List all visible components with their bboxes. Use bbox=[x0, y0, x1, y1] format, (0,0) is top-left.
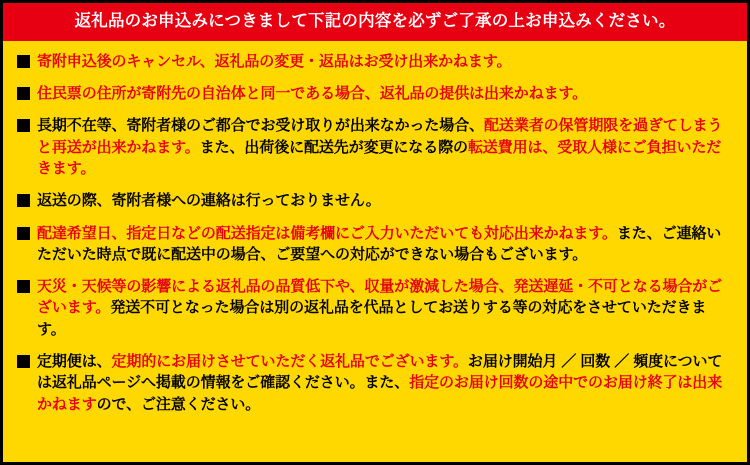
square-bullet-icon bbox=[17, 194, 30, 207]
square-bullet-icon bbox=[17, 55, 30, 68]
notice-text-plain: 返送の際、寄附者様への連絡は行っておりません。 bbox=[37, 192, 381, 210]
notice-item bbox=[17, 351, 731, 415]
notice-item bbox=[17, 276, 731, 340]
notice-text-plain: また、ご連絡いただいた時点で既に配送中の場合、ご要望への対応ができない場合もございます。 bbox=[37, 224, 722, 263]
notice-text-plain: 長期不在等、寄附者様のご都合でお受け取りが出来なかった場合、 bbox=[37, 117, 485, 135]
notice-item-text bbox=[37, 190, 731, 211]
notice-item bbox=[17, 190, 731, 211]
notice-text-emphasis: 住民票の住所が寄附先の自治体と同一である場合、返礼品の提供は出来かねます。 bbox=[37, 85, 588, 103]
notice-text-plain: ので、ご注意ください。 bbox=[96, 395, 261, 413]
notice-item-text bbox=[37, 351, 731, 415]
square-bullet-icon bbox=[17, 280, 30, 293]
notice-text-emphasis: 定期的にお届けさせていただく返礼品でございます。 bbox=[111, 353, 468, 371]
notice-text-plain: 定期便は、 bbox=[37, 353, 112, 371]
notice-text-emphasis: 配送業者の保管期限を過ぎてしまうと再送が出来かねます。 bbox=[37, 117, 723, 156]
notice-text-plain: お届け開始月 ／ 回数 ／ 頻度については返礼品ページへ掲載の情報をご確認ください。また、 bbox=[37, 353, 723, 392]
notice-item bbox=[17, 51, 731, 72]
square-bullet-icon bbox=[17, 87, 30, 100]
notice-text-emphasis: 寄附申込後のキャンセル、返礼品の変更・返品はお受け出来かねます。 bbox=[37, 52, 512, 70]
notice-item-text bbox=[37, 115, 731, 179]
square-bullet-icon bbox=[17, 355, 30, 368]
notice-text-emphasis: 指定のお届け回数の途中でのお届け終了は出来かねます bbox=[37, 374, 723, 413]
notice-text-emphasis: 転送費用は、受取人様にご負担いただきます。 bbox=[37, 138, 722, 177]
notice-text-emphasis: 天災・天候等の影響による返礼品の品質低下や、収量が激減した場合、発送遅延・不可となる場合がございます。 bbox=[37, 278, 723, 317]
square-bullet-icon bbox=[17, 227, 30, 240]
notice-item-text bbox=[37, 83, 731, 104]
square-bullet-icon bbox=[17, 119, 30, 132]
notice-item-list bbox=[3, 41, 747, 462]
notice-header: 返礼品のお申込みにつきまして下記の内容を必ずご了承の上お申込みください。 bbox=[3, 3, 747, 41]
notice-item-text bbox=[37, 51, 731, 72]
notice-item bbox=[17, 115, 731, 179]
notice-text-plain: 発送不可となった場合は別の返礼品を代品としてお送りする等の対応をさせていただきます。 bbox=[37, 299, 707, 338]
notice-item-text bbox=[37, 223, 731, 266]
notice-item-text bbox=[37, 276, 731, 340]
notice-text-emphasis: 配達希望日、指定日などの配送指定は備考欄にご入力いただいても対応出来かねます。 bbox=[37, 224, 617, 242]
notice-text-plain: また、出荷後に配送先が変更になる際の bbox=[199, 138, 468, 156]
notice-item bbox=[17, 223, 731, 266]
notice-item bbox=[17, 83, 731, 104]
